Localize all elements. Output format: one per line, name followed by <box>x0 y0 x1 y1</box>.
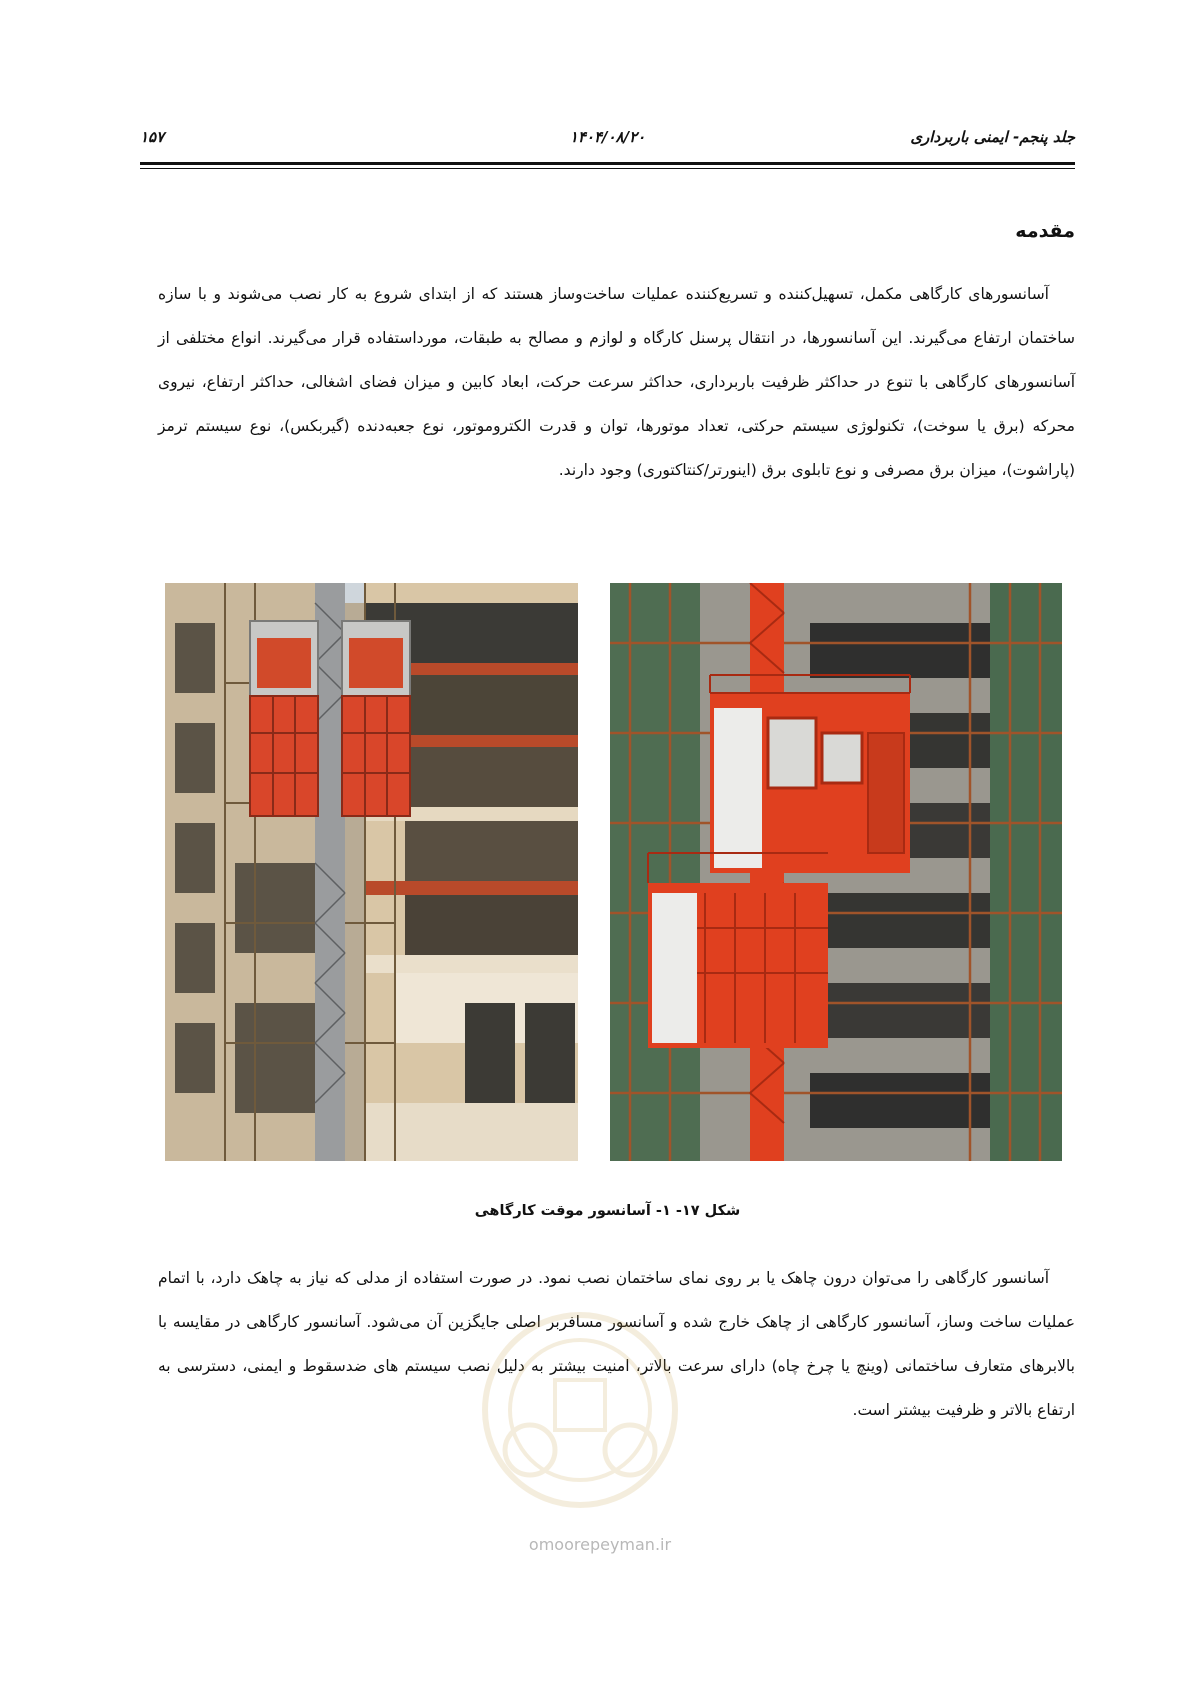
header-date: ۱۴۰۴/۰۸/۲۰ <box>569 128 646 146</box>
watermark-url: omoorepeyman.ir <box>528 1535 672 1554</box>
photo-twin-hoist-cabins <box>165 583 578 1161</box>
header-rule-thin <box>140 168 1075 169</box>
section-title: مقدمه <box>1015 220 1075 242</box>
intro-paragraph: آسانسورهای کارگاهی مکمل، تسهیل‌کننده و تسریع‌کننده عملیات ساخت‌وساز هستند که از ابتدای شروع به کار نصب می‌شوند و با سازه ساختمان ارتفاع می‌گیرند. این آسانسورها، در انتقال پرسنل کارگاه و لوازم و مصالح به طبقات، مورداستفاده قرار می‌گیرند. انواع مختلفی از آسانسورهای کارگاهی با تنوع در حداکثر ظرفیت باربرداری، حداکثر سرعت حرکت، ابعاد کابین و میزان فضای اشغالی، حداکثر ارتفاع، نیروی محرکه (برق یا سوخت)، تکنولوژی سیستم حرکتی، تعداد موتورها، توان و قدرت الکتروموتور، نوع جعبه‌دنده (گیربکس)، نوع سیستم ترمز (پاراشوت)، میزان برق مصرفی و نوع تابلوی برق (اینورتر/کنتاکتوری) وجود دارند. <box>158 285 1075 479</box>
photo-twin-hoist-illustration <box>165 583 578 1161</box>
figure-caption: شکل ۱۷- ۱- آسانسور موقت کارگاهی <box>474 1203 741 1219</box>
body-paragraph: آسانسور کارگاهی را می‌توان درون چاهک یا بر روی نمای ساختمان نصب نمود. در صورت استفاده از مدلی که نیاز به چاهک دارد، با اتمام عملیات ساخت وساز، آسانسور کارگاهی از چاهک خارج شده و آسانسور مسافربر اصلی جایگزین آن می‌شود. آسانسور کارگاهی در مقایسه با بالابرهای متعارف ساختمانی (وینچ یا چرخ چاه) دارای سرعت بالاتر، امنیت بیشتر به دلیل نصب سیستم های ضدسقوط و ایمنی، دسترسی به ارتفاع بالاتر و ظرفیت بیشتر است. <box>158 1269 1075 1419</box>
watermark-logo <box>470 1300 690 1520</box>
book-title: جلد پنجم- ایمنی باربرداری <box>910 128 1075 146</box>
photo-red-hoist-illustration <box>610 583 1062 1161</box>
page-header <box>140 128 1075 162</box>
page-number: ۱۵۷ <box>140 128 165 146</box>
photo-red-hoist-cabins <box>610 583 1062 1161</box>
header-rule-thick <box>140 162 1075 165</box>
